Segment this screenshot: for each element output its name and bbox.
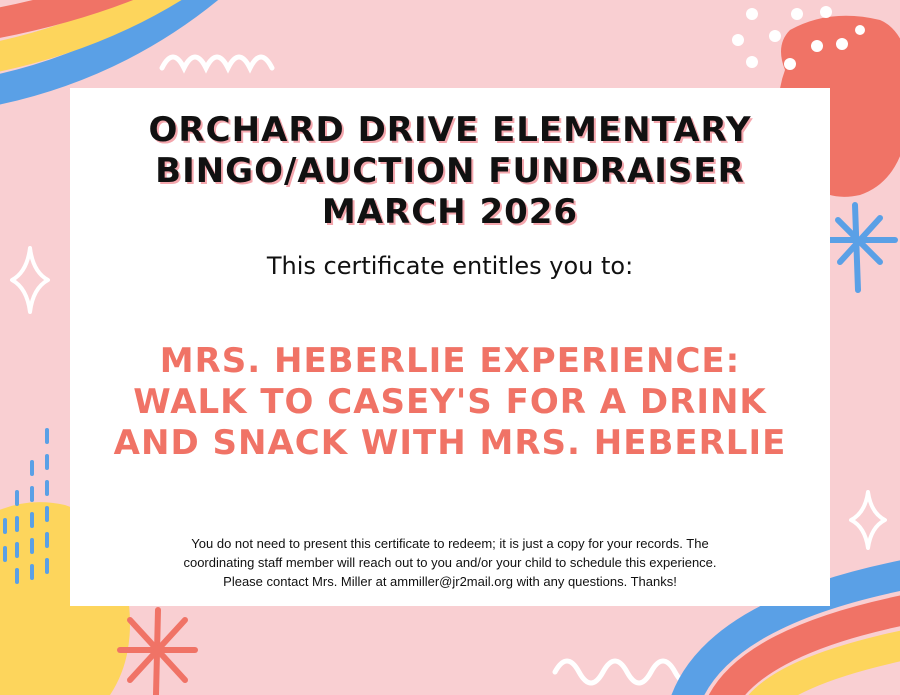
prize-line-1: MRS. HEBERLIE EXPERIENCE:: [159, 341, 741, 381]
white-scallop-top: [162, 57, 272, 68]
headline-line-2: BINGO/AUCTION FUNDRAISER: [155, 151, 745, 191]
fine-print-line-1: You do not need to present this certificate to redeem; it is just a copy for your records. The: [191, 536, 709, 551]
event-headline: [70, 110, 830, 233]
certificate-card: [70, 88, 830, 606]
top-left-rainbow: [0, 0, 230, 95]
prize-title: [70, 341, 830, 464]
blue-star-right: [830, 205, 895, 290]
white-squiggle-bottom: [555, 661, 699, 683]
headline-line-3: MARCH 2026: [321, 192, 579, 232]
coral-star-bottom: [120, 610, 195, 695]
fine-print: [100, 534, 800, 591]
fine-print-line-3: Please contact Mrs. Miller at ammiller@jr2mail.org with any questions. Thanks!: [223, 574, 677, 589]
prize-line-3: AND SNACK WITH MRS. HEBERLIE: [113, 423, 787, 463]
headline-line-1: ORCHARD DRIVE ELEMENTARY: [148, 110, 752, 150]
sparkle-left: [12, 248, 48, 312]
fine-print-line-2: coordinating staff member will reach out to you and/or your child to schedule this experience.: [183, 555, 717, 570]
prize-line-2: WALK TO CASEY'S FOR A DRINK: [133, 382, 767, 422]
sparkle-right: [851, 492, 885, 548]
entitles-text: This certificate entitles you to:: [266, 252, 634, 280]
